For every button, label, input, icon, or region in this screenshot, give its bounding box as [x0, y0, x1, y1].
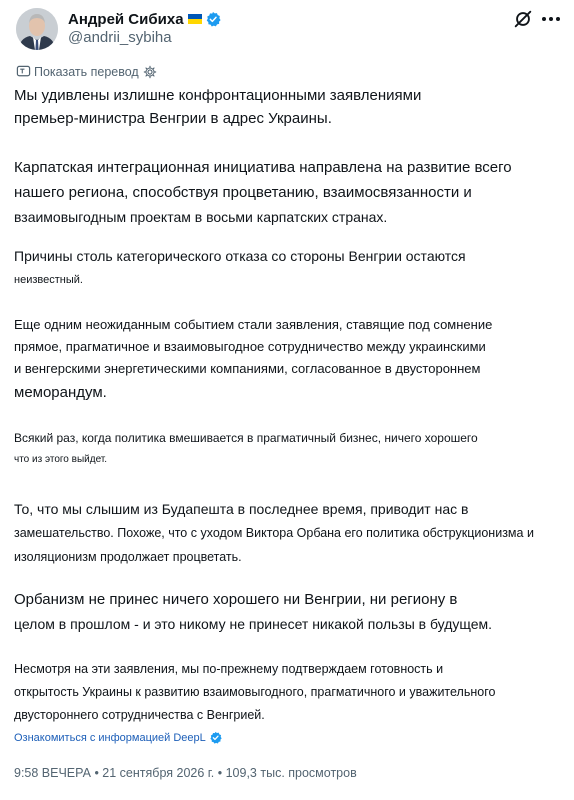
avatar[interactable]	[16, 8, 58, 50]
tweet-paragraph-3	[14, 244, 562, 292]
tweet-paragraph-8	[14, 658, 562, 727]
text-line: изоляционизм продолжает процветать.	[14, 550, 242, 564]
verified-badge-icon	[205, 11, 221, 27]
text-line: нашего региона, способствуя процветанию, взаимосвязанности и	[14, 184, 472, 201]
text-line: Причины столь категорического отказа со стороны Венгрии остаются	[14, 248, 466, 264]
text-line: открытость Украины к развитию взаимовыгодного, прагматичного и уважительного	[14, 685, 496, 699]
deepl-info-label: Ознакомиться с информацией DeepL	[14, 731, 206, 744]
name-line	[68, 9, 221, 29]
text-line: меморандум.	[14, 384, 107, 401]
text-line: прямое, прагматичное и взаимовыгодное сотрудничество между украинскими	[14, 339, 486, 354]
tweet-paragraph-2	[14, 155, 562, 230]
tweet-timestamp-views[interactable]: 9:58 ВЕЧЕРА • 21 сентября 2026 г. • 109,3 тыс. просмотров	[14, 766, 357, 780]
ukraine-flag-icon	[188, 14, 202, 24]
text-line: Несмотря на эти заявления, мы по-прежнему подтверждаем готовность и	[14, 662, 444, 676]
text-line: замешательство. Похоже, что с уходом Виктора Орбана его политика обструкционизма и	[14, 526, 534, 540]
tweet-paragraph-7	[14, 588, 562, 636]
user-handle[interactable]: @andrii_sybiha	[68, 29, 172, 46]
text-line: премьер-министра Венгрии в адрес Украины.	[14, 110, 332, 127]
tweet-paragraph-4	[14, 314, 562, 406]
text-line: и венгерскими энергетическими компаниями, согласованное в двустороннем	[14, 361, 481, 376]
text-line: Мы удивлены излишне конфронтационными заявлениями	[14, 87, 422, 104]
tweet-header	[0, 0, 574, 60]
display-name[interactable]: Андрей Сибиха	[68, 10, 184, 28]
deepl-info-link[interactable]	[14, 731, 222, 744]
text-line: Орбанизм не принес ничего хорошего ни Венгрии, ни региону в	[14, 591, 458, 608]
show-translation-link[interactable]	[16, 64, 157, 79]
translate-icon	[16, 64, 31, 79]
tweet-paragraph-6	[14, 497, 562, 569]
text-line: взаимовыгодным проектам в восьми карпатских странах.	[14, 209, 388, 225]
tweet-paragraph-1	[14, 84, 562, 130]
text-line: неизвестный.	[14, 274, 83, 286]
more-dots-icon[interactable]	[540, 14, 562, 24]
avatar-photo	[16, 8, 58, 50]
text-line: целом в прошлом - и это никому не принесет никакой пользы в будущем.	[14, 616, 493, 632]
text-line: Карпатская интеграционная инициатива направлена на развитие всего	[14, 159, 512, 176]
text-line: что из этого выйдет.	[14, 454, 108, 465]
text-line: То, что мы слышим из Будапешта в последнее время, приводит нас в	[14, 501, 469, 517]
text-line: Еще одним неожиданным событием стали заявления, ставящие под сомнение	[14, 317, 493, 332]
check-badge-icon	[209, 731, 222, 744]
grok-icon[interactable]	[512, 8, 534, 30]
tweet-paragraph-5	[14, 428, 562, 470]
gear-icon[interactable]	[143, 65, 157, 79]
text-line: двустороннего сотрудничества с Венгрией.	[14, 708, 265, 722]
show-translation-label: Показать перевод	[34, 64, 139, 79]
text-line: Всякий раз, когда политика вмешивается в прагматичный бизнес, ничего хорошего	[14, 431, 478, 445]
